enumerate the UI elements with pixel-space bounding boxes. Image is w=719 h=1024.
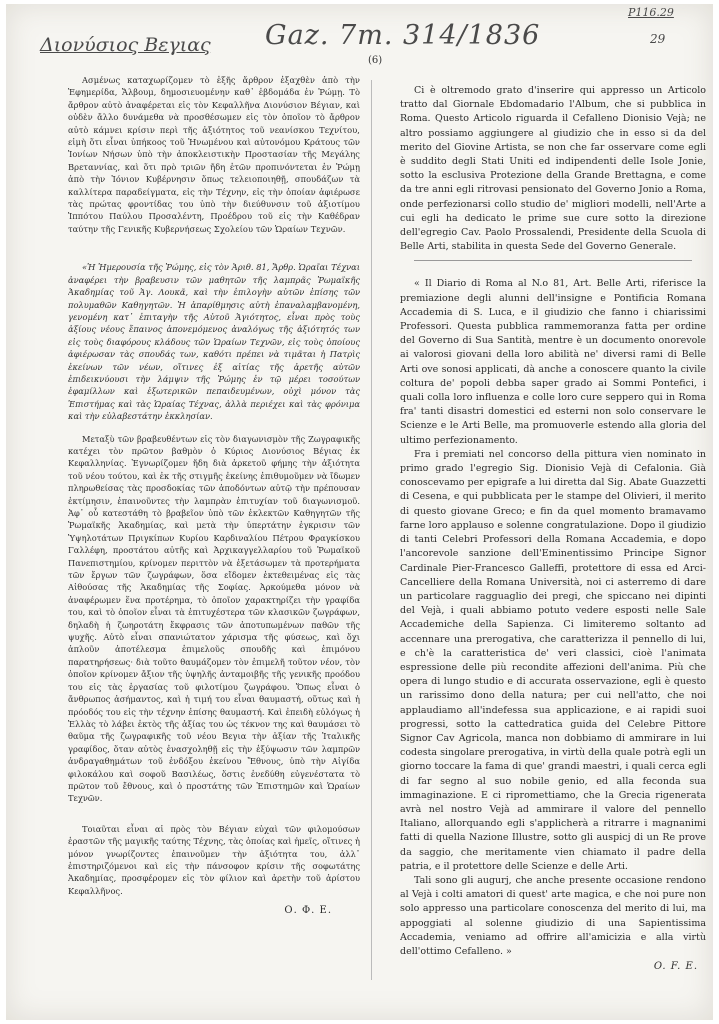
greek-signature: Ο. Φ. Ε. (284, 905, 332, 917)
handwritten-archive-code: P116.29 (628, 6, 674, 19)
greek-closing-paragraph: Τοιαῦται εἶναι αἱ πρὸς τὸν Βέγιαν εὐχαὶ τῶν φιλομούσων ἐραστῶν τῆς μαγικῆς ταύτης Τέχνης, τὰς ὁποίας καὶ ἡμεῖς, οἵτινες ἡ μόνον γνωρίζοντες ἐπαινοῦμεν τὴν ἀξιότητα του, ἀλλ᾽ ἐπιστηριζόμενοι καὶ εἰς τὴν πάνσοφον κρίσιν τῆς σοφωτάτης Ἀκαδημίας, προσφέρομεν εἰς τὸν φίλιον καὶ ἀρετὴν τοῦ ἀρίστου Κεφαλλῆνος. (68, 823, 360, 896)
italian-closing-paragraph: Tali sono gli augurj, che anche presente occasione rendono al Vejà i colti amatori di quest' arte magica, e che noi pure non solo appresso una particolare conoscenza del merito di lui, ma appoggiati al solenne giudizio di una Sapientissima Accademia, veniamo ad offrire all'amicizia e alla virtù dell'ottimo Cefalleno. » (400, 874, 706, 957)
handwritten-reference: Gaz. 7m. 314/1836 (265, 20, 541, 51)
greek-intro-paragraph: Ασμένως καταχωρίζομεν τὸ ἑξῆς ἄρθρον ἐξαχθὲν ἀπὸ τὴν Ἐφημερίδα, Ἄλβουμ, δημοσιευομένην καθ᾽ ἑβδομάδα ἐν Ῥώμῃ. Τὸ ἄρθρον αὐτὸ ἀναφέρεται εἰς τὸν Κεφαλλῆνα Διονύσιον Βέγιαν, καὶ οὐδὲν ἄλλο δυνάμεθα νὰ προσθέσωμεν εἰς τὸν ὁποῖον τὸ ἄρθρον αὐτὸ κάμνει κρίσιν περὶ τῆς ἀξιότητος τοῦ νεανίσκου Τεχνίτου, εἰμὴ ὅτι εἶναι ὑπήκοος τοῦ Ἡνωμένου καὶ αὐτονόμου Κράτους τῶν Ἰονίων Νήσων ὑπὸ τὴν ἀποκλειστικὴν Προστασίαν τῆς Μεγάλης Βρεταννίας, καὶ ὅτι πρὸ τριῶν ἤδη ἐτῶν προπινόντεται ἐν Ῥώμῃ ἀπὸ τὴν Ἰόνιον Κυβέρνησιν ὅπως τελειοποιηθῇ, σπουδάζων τὰ καλλίτερα παραδείγματα, εἰς τὴν Τέχνην, εἰς τὴν ὁποίαν ἀφιέρωσε τὰς πρώτας φροντίδας του ὑπὸ τὴν διεύθυνσιν τοῦ ἀξιοτίμου Ἱππότου Παύλου Προσαλέντη, Προέδρου τοῦ εἰς τὴν Καθέδραν ταύτην τῆς Γενικῆς Κυβερνήσεως Σχολείου τῶν Ὡραίων Τεχνῶν. (68, 75, 360, 234)
handwritten-page-number: 29 (650, 32, 666, 46)
italian-quote-paragraph: « Il Diario di Roma al N.o 81, Art. Belle Arti, riferisce la premiazione degli alunni dell'insigne e Pontificia Romana Accademia di S. Luca, e il giudizio che fanno i chiarissimi Professori. Questa pubblica rammemoranza fatta per ordine del Governo di Sua Santità, mentre è un documento onorevole ai valorosi giovani della loro abilità ne' diversi rami di Belle Arti ove sonosi applicati, dà anche a conoscere quanto la civile coltura de' popoli debba saper grado ai Sommi Pontefici, i quali colla loro influenza e colle loro cure seppero qui in Roma fra' tanti disastri domestici ed esterni non solo conservare le Scienze e le Arti Belle, ma promuoverle estendo alla gloria del ultimo perfezionamento. (400, 278, 706, 446)
handwritten-name: Διονύσιος Βεγιας (40, 34, 211, 56)
section-rule (414, 260, 692, 261)
greek-body-paragraph: Μεταξὺ τῶν βραβευθέντων εἰς τὸν διαγωνισμὸν τῆς Ζωγραφικῆς κατέχει τὸν πρῶτον βαθμὸν ὁ Κύριος Διονύσιος Βέγιας ἐκ Κεφαλληνίας. Ἐγνωρίζομεν ἤδη διὰ ἀρκετοῦ φήμης τὴν ἀξιότητα τοῦ νέου τούτου, καὶ ἐκ τῆς στιγμῆς ἐκείνης ἐπιθυμοῦμεν νὰ ἴδωμεν πληρωθείσας τὰς προσδοκίας τῶν ἀποδόντων αὐτῷ τὴν πρέπουσαν ἐκτίμησιν, ἐπαινοῦντες τὴν λαμπρὰν ἐπιτυχίαν τοῦ διαγωνισμοῦ. Ἀφ᾽ οὗ κατεστάθη τὸ βραβεῖον ὑπὸ τῶν ἐκλεκτῶν Καθηγητῶν τῆς Ῥωμαϊκῆς Ἀκαδημίας, καὶ μετὰ τὴν ὑπερτάτην ἐγκρισιν τῶν Ὑψηλοτάτων Πριγκίπων Κυρίου Καρδιναλίου Πέτρου Φραγκίσκου Γαλλέφη, προστάτου αὐτῆς καὶ Ἀρχικαγγελλαρίου τοῦ Ῥωμαϊκοῦ Πανεπιστημίου, κρίνομεν περιττὸν νὰ ἐξετάσωμεν τὰ προτερήματα τῶν ἔργων τῶν ζωγράφων, ὅσα εἴδομεν ἐκτεθειμένας εἰς τὰς Αἰθούσας τῆς Ἀκαδημίας τῆς Σοφίας. Ἀρκούμεθα μόνον νὰ ἀναφέρωμεν ἕνα προτέρημα, τὸ ὁποῖον χαρακτηρίζει τὴν γραφίδα του, καὶ τὸ ὁποῖον εἶναι τὰ ἐπιτυχέστερα τῶν κλασικῶν ζωγράφων, δηλαδὴ ἡ ζωηροτάτη ἔκφρασις τῶν ἀποτυπωμένων παθῶν τῆς ψυχῆς. Αὐτὸ εἶναι σπανιώτατον χάρισμα τῆς φύσεως, καὶ ὅχι ἀπλοῦν ἀποτέλεσμα ἐπιμελοῦς σπουδῆς καὶ ἐπιμόνου παρατηρήσεως· διὰ τοῦτο θαυμάζομεν τὸν ἐπιμελῆ τοῦτον νέον, τὸν ὁποῖον κρίνομεν ἄξιον τῆς ὑψηλῆς ἀνταμοιβῆς τῆς γενικῆς προόδου του εἰς τὰς ἐργασίας τοῦ φιλοτίμου ζωγράφου. Ὅπως εἶναι ὁ ἄνθρωπος ἀσήμαντος, καὶ ἡ τιμή του εἶναι θαυμαστή, οὕτως καὶ ἡ πρόοδός του εἰς τὴν τέχνην ἐπίσης θαυμαστή. Καὶ ἐπειδὴ εὐλόγως ἡ Ἑλλὰς τὸ λάβει ἐκτὸς τῆς ἀξίας του ὡς τέκνον της καὶ θαυμάσει τὸ θαῦμα τῆς ζωγραφικῆς τοῦ νέου Βεγια τὴν ἀξίαν τῆς Ἰταλικῆς γραφίδος, ὅταν αὐτὸς ἐνασχοληθῇ εἰς τὴν ἐξύψωσιν τῶν λαμπρῶν ἀνδραγαθημάτων τοῦ ἐνδόξου ἐκείνου Ἔθνους, ὑπὸ τὴν Αἰγίδα φιλοκάλου καὶ σοφοῦ Βασιλέως, ὅστις ἐνεδύθη εὐγενέστατα τὸ πρῶτον τοῦ ἔθνους, καὶ ὁ προστάτης τῶν Ἐπιστημῶν καὶ Ὡραίων Τεχνῶν. (68, 433, 360, 804)
italian-body-paragraph: Fra i premiati nel concorso della pittura vien nominato in primo grado l'egregio Sig. Dionisio Vejà di Cefalonia. Già conoscevamo per epigrafe a lui diretta dal Sig. Abate Guazzetti di Cesena, e qui pubblicata per le stampe del Olivieri, il merito di questo giovane Greco; e fin da quel momento bramavamo farne loro applauso e solenne congratulazione. Dopo il giudizio di tanti Celebri Professori della Romana Accademia, e dopo l'ancorevole sanzione dell'Eminentissimo Principe Signor Cardinale Pier-Francesco Galleffi, protettore di essa ed Arci-Cancelliere della Romana Università, noi ci asterremo di dare un particolare ragguaglio dei pregi, che spiccano nei dipinti del Vejà, i quali abbiamo potuto vedere esposti nelle Sale Accademiche della Sapienza. Ci limiteremo soltanto ad accennare una prerogativa, che caratterizza il pennello di lui, e ch'è la caratteristica de' veri classici, cioè l'animata espressione delle più recondite affezioni dell'anima. Più che opera di lungo studio e di accurata osservazione, egli è questo un rarissimo dono della natura; per cui nell'atto, che noi applaudiamo all'indefessa sua applicazione, e ai rapidi suoi progressi, sotto la cattedratica guida del Celebre Pittore Signor Cav Agricola, manca non dobbiamo di ammirare in lui codesta singolare prerogativa, in virtù della quale potrà egli un giorno toccare la fama di que' grandi maestri, i quali cerca egli di far segno al suo nobile genio, ed alla feconda sua immaginazione. E ci ripromettiamo, che la Grecia rigenerata avrà nel nostro Vejà ad ammirare il valore del pennello Italiano, allorquando egli s'applicherà a ritrarre i magnanimi fatti di quella Nazione Illustre, sotto gli auspicj di un Re prove da saggio, che meritamente vien chiamato il padre della patria, e il protettore delle Scienze e delle Arti. (400, 448, 706, 872)
page-number: (6) (368, 55, 383, 66)
column-divider (371, 80, 372, 980)
italian-intro-paragraph: Ci è oltremodo grato d'inserire qui appresso un Articolo tratto dal Giornale Ebdomadario l'Album, che si pubblica in Roma. Questo Articolo riguarda il Cefalleno Dionisio Vejà; ne altro possiamo aggiungere al giudizio che in esso si da del merito del Giovine Artista, se non che far osservare come egli è suddito degli Stati Uniti ed indipendenti delle Isole Jonie, sotto la esclusiva Protezione della Grande Brettagna, e come da tre anni egli ritrovasi pensionato del Governo Jonio a Roma, onde perfezionarsi collo studio de' migliori modelli, nell'Arte a cui egli ha dedicato le prime sue cure sotto la direzione dell'egregio Cav. Paolo Prossalendi, Presidente della Scuola di Belle Arti, stabilita in questa Sede del Governo Generale. (400, 85, 706, 253)
italian-signature: O. F. E. (653, 961, 698, 973)
italian-column (400, 84, 706, 996)
greek-column (68, 74, 360, 994)
greek-quote-paragraph: «Ἡ Ἡμερουσία τῆς Ῥώμης, εἰς τὸν Ἀριθ. 81, Ἄρθρ. Ὡραῖαι Τέχναι ἀναφέρει τὴν βραβευσιν τῶν μαθητῶν τῆς λαμπρᾶς Ῥωμαϊκῆς Ἀκαδημίας τοῦ Ἁγ. Λουκᾶ, καὶ τὴν ἐπιλογὴν αὐτῶν ἐπίσης τῶν πολυμαθῶν Καθηγητῶν. Ἡ ἀπαρίθμησις αὐτὴ ἐπαναλαμβανομένη, γενομένη κατ᾽ ἐπιταγὴν τῆς Αὐτοῦ Ἁγιότητος, εἶναι πρὸς τοὺς ἀξίους νέους ἔπαινος ἀπονεμόμενος ἀναλόγως τῆς ἀξιότητός των εἰς τοὺς διαφόρους κλάδους τῶν Ὡραίων Τεχνῶν, εἰς τοὺς ὁποίους ἀφιέρωσαν τὰς σπουδάς των, καθότι πρέπει νὰ τιμᾶται ἡ Πατρὶς ἐκείνων τῶν νέων, οἵτινες ἐξ αἰτίας τῆς ἀρετῆς αὐτῶν ἐπιδεικνύουσι τὴν λάμψιν τῆς Ῥώμης ἐν τῷ μέρει τοσούτων ἐφαμίλλων καὶ ἐξωτερικῶν πεπαιδευμένων, οὐχὶ μόνον τὰς Ἐπιστήμας καὶ τὰς Ὡραίας Τέχνας, ἀλλὰ περιέχει καὶ τὰς φρόνιμα καὶ τὴν εὐλαβεστάτην ἐκκλησίαν. (68, 262, 360, 422)
